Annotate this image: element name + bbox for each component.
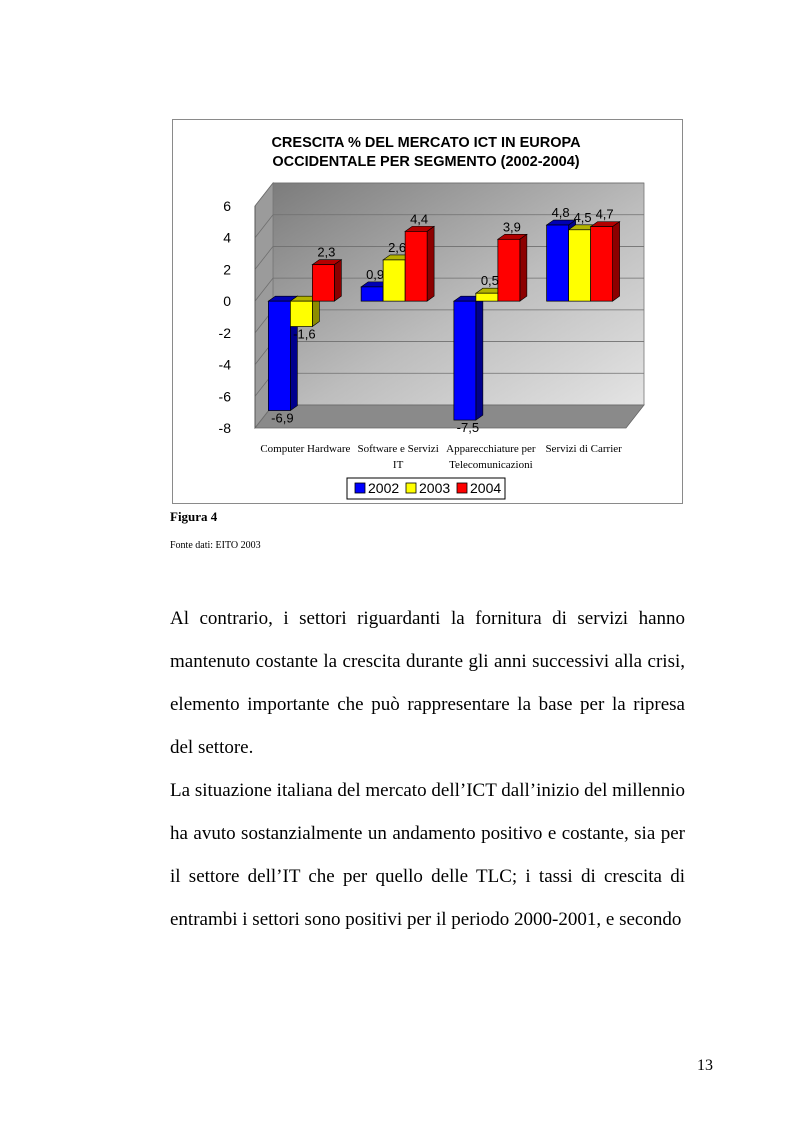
chart-title-line-2: OCCIDENTALE PER SEGMENTO (2002-2004) (272, 154, 580, 170)
category-label: Software e Servizi (357, 443, 439, 455)
data-label: 2,6 (388, 239, 407, 255)
bar-side (476, 296, 483, 420)
category-label: Servizi di Carrier (545, 443, 622, 455)
y-tick-label: 4 (223, 229, 231, 246)
bar-side (613, 222, 620, 302)
bar-2004-2 (498, 239, 520, 301)
y-tick-label: 6 (223, 198, 231, 214)
data-label: -1,6 (293, 326, 316, 342)
bar-2004-1 (405, 231, 427, 301)
bar-side (520, 234, 527, 301)
page-number: 13 (697, 1057, 713, 1074)
bar-2004-0 (312, 265, 334, 301)
bar-side (334, 260, 341, 301)
y-tick-label: -6 (218, 388, 231, 405)
y-tick-label: -8 (218, 420, 231, 436)
data-label: 2,3 (317, 244, 336, 260)
legend-label: 2004 (470, 480, 502, 496)
chart-frame (172, 119, 683, 504)
legend-swatch-2004 (457, 483, 467, 493)
data-label: 3,9 (502, 219, 521, 235)
data-label: 0,5 (480, 273, 499, 289)
legend-label: 2002 (368, 480, 400, 496)
data-label: -7,5 (456, 420, 480, 436)
legend-label: 2003 (419, 480, 451, 496)
ict-growth-bar-chart (173, 120, 682, 503)
data-label: -6,9 (271, 410, 294, 426)
bar-2002-3 (547, 225, 569, 301)
figure-source: Fonte dati: EITO 2003 (170, 540, 261, 551)
data-label: 4,4 (410, 211, 429, 227)
y-tick-label: -4 (218, 356, 231, 373)
bar-2002-2 (454, 301, 476, 420)
category-label: IT (392, 459, 404, 471)
y-tick-label: 0 (223, 293, 231, 310)
paragraph: La situazione italiana del mercato dell’ICT dall’inizio del millennio ha avuto sostanzialmente un andamento positivo e costante, sia per il settore dell’IT che per quello delle TLC; i tassi di crescita di entrambi i settori sono positivi per il periodo 2000-2001, e secondo (170, 780, 685, 930)
bar-2003-3 (569, 230, 591, 301)
floor (255, 405, 644, 428)
figure-label: Figura 4 (170, 509, 218, 524)
data-label: 4,5 (573, 209, 592, 225)
data-label: 4,8 (551, 205, 570, 221)
bar-2004-3 (591, 227, 613, 302)
bar-2003-1 (383, 260, 405, 301)
bar-2003-0 (290, 301, 312, 326)
paragraph: Al contrario, i settori riguardanti la fornitura di servizi hanno mantenuto costante la crescita durante gli anni successivi alla crisi, elemento importante che può rappresentare la base per la ripresa del settore. (170, 608, 685, 758)
bar-2002-1 (361, 287, 383, 301)
y-tick-label: 2 (223, 261, 231, 278)
body-text (170, 597, 685, 941)
category-label: Telecomunicazioni (449, 459, 533, 471)
bar-2003-2 (476, 293, 498, 301)
chart-title-line-1: CRESCITA % DEL MERCATO ICT IN EUROPA (271, 135, 581, 151)
legend-swatch-2002 (355, 483, 365, 493)
data-label: 0,9 (366, 266, 385, 282)
y-tick-label: -2 (218, 324, 231, 341)
bar-2002-0 (268, 301, 290, 410)
bar-side (427, 226, 434, 301)
data-label: 4,7 (595, 206, 614, 222)
category-label: Apparecchiature per (446, 443, 536, 455)
category-label: Computer Hardware (260, 443, 351, 455)
legend-swatch-2003 (406, 483, 416, 493)
